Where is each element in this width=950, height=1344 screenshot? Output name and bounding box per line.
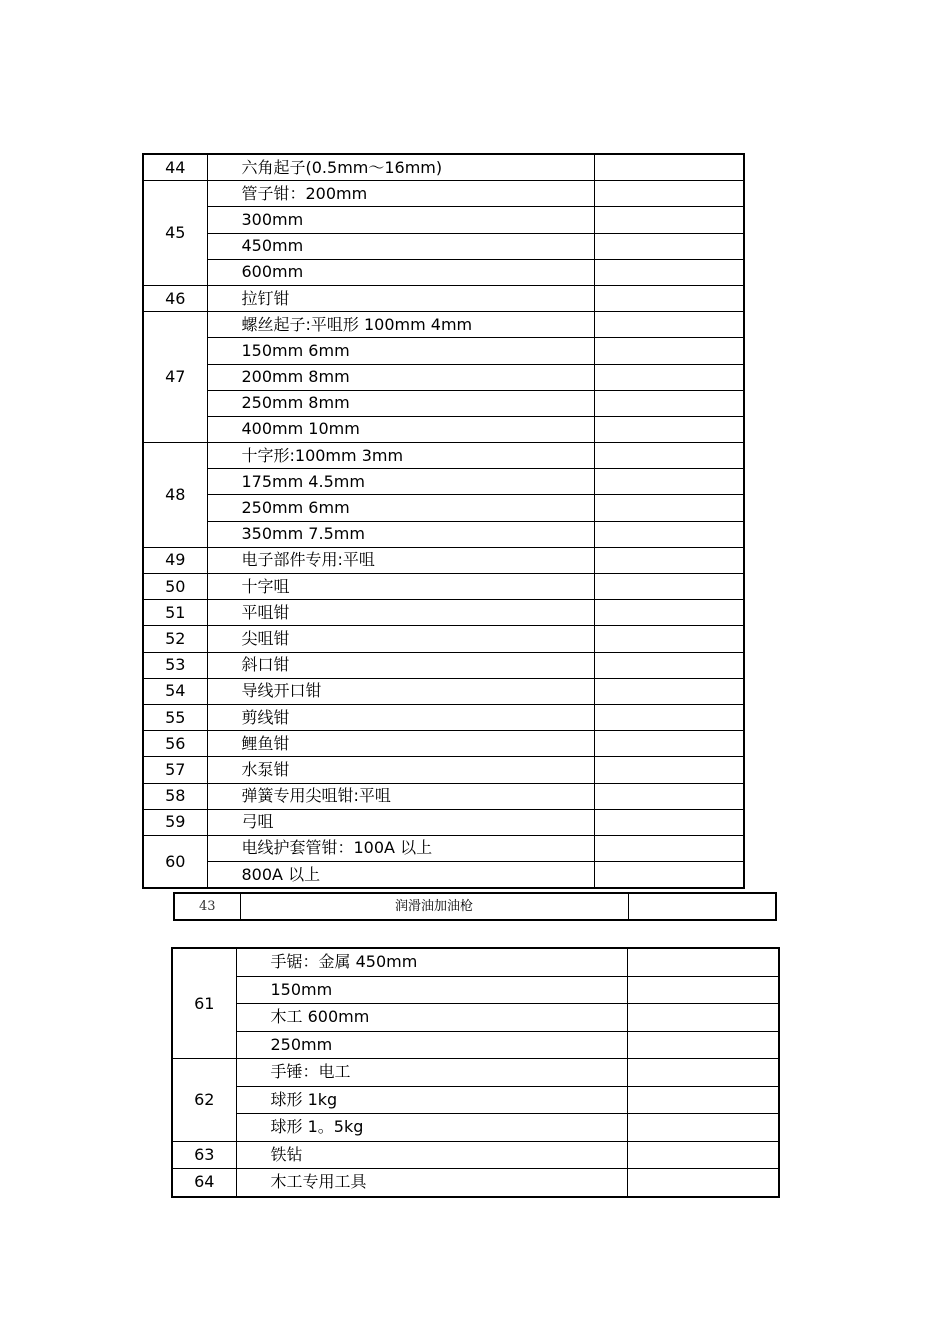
item-number: 53 — [143, 652, 207, 678]
table-row — [172, 1086, 779, 1114]
table-row — [143, 835, 744, 861]
item-number: 63 — [172, 1141, 236, 1169]
item-name: 润滑油加油枪 — [240, 893, 628, 920]
table-row — [143, 626, 744, 652]
remark-cell — [627, 976, 779, 1004]
remark-cell — [628, 893, 776, 920]
remark-cell — [627, 1141, 779, 1169]
remark-cell — [627, 1031, 779, 1059]
remark-cell — [594, 312, 744, 338]
item-name: 水泵钳 — [207, 757, 594, 783]
item-name: 300mm — [207, 207, 594, 233]
remark-cell — [594, 757, 744, 783]
item-number: 46 — [143, 285, 207, 311]
table-row — [143, 416, 744, 442]
item-name: 十字咀 — [207, 574, 594, 600]
table-row — [174, 893, 776, 920]
remark-cell — [594, 469, 744, 495]
remark-cell — [627, 1169, 779, 1197]
item-name: 鲤鱼钳 — [207, 731, 594, 757]
remark-cell — [594, 443, 744, 469]
item-number: 57 — [143, 757, 207, 783]
table-row — [143, 181, 744, 207]
tool-list-table-a — [142, 153, 745, 889]
item-name: 175mm 4.5mm — [207, 469, 594, 495]
remark-cell — [627, 948, 779, 976]
table-row — [172, 1004, 779, 1032]
table-row — [143, 574, 744, 600]
remark-cell — [594, 390, 744, 416]
remark-cell — [594, 862, 744, 889]
item-name: 800A 以上 — [207, 862, 594, 889]
item-number: 55 — [143, 704, 207, 730]
table-row — [143, 652, 744, 678]
item-name: 250mm 6mm — [207, 495, 594, 521]
item-name: 250mm — [236, 1031, 627, 1059]
table-row — [143, 285, 744, 311]
table-row — [143, 783, 744, 809]
remark-cell — [627, 1004, 779, 1032]
item-name: 铁钻 — [236, 1141, 627, 1169]
tool-list-table-c — [171, 947, 780, 1198]
table-row — [143, 469, 744, 495]
remark-cell — [594, 207, 744, 233]
item-name: 球形 1kg — [236, 1086, 627, 1114]
remark-cell — [627, 1059, 779, 1087]
table-row — [143, 259, 744, 285]
table-row — [143, 364, 744, 390]
table-row — [143, 547, 744, 573]
item-name: 管子钳：200mm — [207, 181, 594, 207]
table-row — [143, 731, 744, 757]
table-row — [143, 390, 744, 416]
remark-cell — [594, 154, 744, 181]
item-number: 49 — [143, 547, 207, 573]
remark-cell — [594, 259, 744, 285]
item-number: 62 — [172, 1059, 236, 1142]
table-row — [143, 154, 744, 181]
item-name: 200mm 8mm — [207, 364, 594, 390]
item-name: 斜口钳 — [207, 652, 594, 678]
item-name: 250mm 8mm — [207, 390, 594, 416]
remark-cell — [594, 704, 744, 730]
remark-cell — [594, 652, 744, 678]
item-number: 45 — [143, 181, 207, 286]
remark-cell — [594, 338, 744, 364]
item-name: 电子部件专用:平咀 — [207, 547, 594, 573]
item-number: 52 — [143, 626, 207, 652]
item-name: 手锯：金属 450mm — [236, 948, 627, 976]
table-row — [143, 600, 744, 626]
tool-list-table-b — [173, 892, 777, 921]
table-row — [143, 233, 744, 259]
remark-cell — [627, 1114, 779, 1142]
item-name: 拉钉钳 — [207, 285, 594, 311]
table-row — [143, 207, 744, 233]
remark-cell — [594, 416, 744, 442]
item-name: 手锤：电工 — [236, 1059, 627, 1087]
item-name: 150mm 6mm — [207, 338, 594, 364]
item-number: 43 — [174, 893, 240, 920]
item-name: 十字形:100mm 3mm — [207, 443, 594, 469]
table-row — [172, 1031, 779, 1059]
item-name: 导线开口钳 — [207, 678, 594, 704]
item-name: 弓咀 — [207, 809, 594, 835]
table-row — [143, 521, 744, 547]
item-number: 56 — [143, 731, 207, 757]
table-row — [143, 809, 744, 835]
item-name: 平咀钳 — [207, 600, 594, 626]
item-number: 58 — [143, 783, 207, 809]
table-row — [143, 757, 744, 783]
remark-cell — [594, 547, 744, 573]
remark-cell — [594, 364, 744, 390]
table-row — [143, 704, 744, 730]
table-row — [172, 1059, 779, 1087]
table-row — [172, 948, 779, 976]
table-row — [143, 338, 744, 364]
item-name: 150mm — [236, 976, 627, 1004]
item-name: 350mm 7.5mm — [207, 521, 594, 547]
item-name: 600mm — [207, 259, 594, 285]
item-name: 螺丝起子:平咀形 100mm 4mm — [207, 312, 594, 338]
remark-cell — [594, 809, 744, 835]
item-name: 六角起子(0.5mm～16mm) — [207, 154, 594, 181]
remark-cell — [594, 783, 744, 809]
item-name: 球形 1。5kg — [236, 1114, 627, 1142]
item-name: 木工专用工具 — [236, 1169, 627, 1197]
remark-cell — [627, 1086, 779, 1114]
item-number: 50 — [143, 574, 207, 600]
remark-cell — [594, 835, 744, 861]
table-row — [143, 443, 744, 469]
item-name: 弹簧专用尖咀钳:平咀 — [207, 783, 594, 809]
item-number: 44 — [143, 154, 207, 181]
remark-cell — [594, 495, 744, 521]
item-name: 尖咀钳 — [207, 626, 594, 652]
item-name: 电线护套管钳：100A 以上 — [207, 835, 594, 861]
item-name: 木工 600mm — [236, 1004, 627, 1032]
remark-cell — [594, 285, 744, 311]
remark-cell — [594, 600, 744, 626]
item-number: 48 — [143, 443, 207, 548]
table-row — [172, 1141, 779, 1169]
table-row — [143, 495, 744, 521]
table-row — [172, 1114, 779, 1142]
table-row — [143, 862, 744, 889]
remark-cell — [594, 626, 744, 652]
item-name: 400mm 10mm — [207, 416, 594, 442]
item-number: 59 — [143, 809, 207, 835]
remark-cell — [594, 233, 744, 259]
item-number: 61 — [172, 948, 236, 1059]
remark-cell — [594, 181, 744, 207]
remark-cell — [594, 678, 744, 704]
item-name: 剪线钳 — [207, 704, 594, 730]
table-row — [172, 976, 779, 1004]
table-row — [143, 312, 744, 338]
table-row — [172, 1169, 779, 1197]
item-name: 450mm — [207, 233, 594, 259]
item-number: 54 — [143, 678, 207, 704]
remark-cell — [594, 574, 744, 600]
table-row — [143, 678, 744, 704]
remark-cell — [594, 521, 744, 547]
item-number: 47 — [143, 312, 207, 443]
item-number: 60 — [143, 835, 207, 888]
item-number: 64 — [172, 1169, 236, 1197]
remark-cell — [594, 731, 744, 757]
item-number: 51 — [143, 600, 207, 626]
